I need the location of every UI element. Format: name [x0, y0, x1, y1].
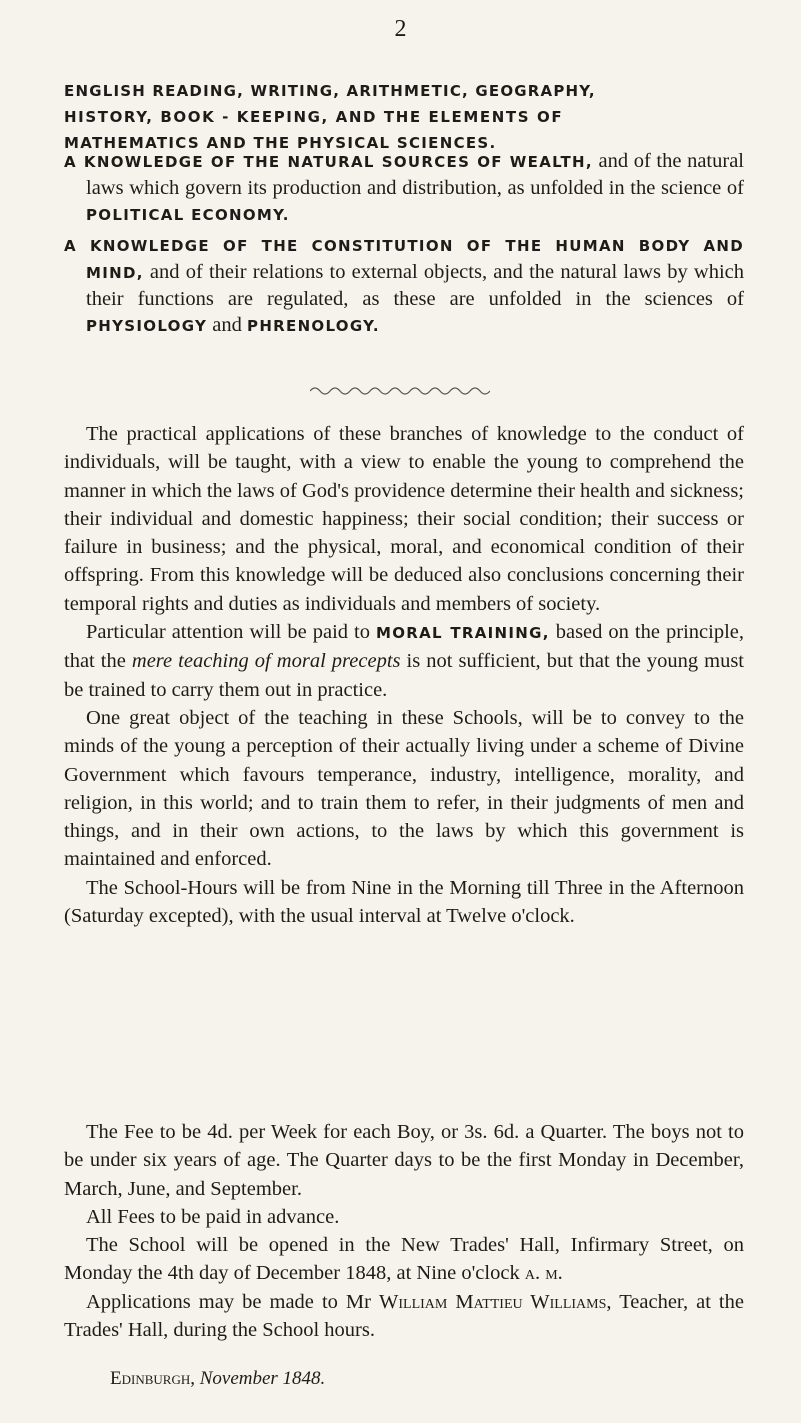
body-mind-heading: A KNOWLEDGE OF THE CONSTITUTION OF THE HUMAN BODY AND MIND, — [64, 237, 744, 282]
subjects-line-3: MATHEMATICS AND THE PHYSICAL SCIENCES. — [64, 134, 497, 152]
main-body — [64, 420, 744, 930]
wealth-paragraph — [64, 148, 744, 228]
moral-training-paragraph — [64, 618, 744, 704]
moral-training-text-a: Particular attention will be paid to — [86, 621, 377, 644]
advance-paragraph: All Fees to be paid in advance. — [86, 1205, 340, 1228]
moral-training-text-b: based on the principle, that the — [64, 621, 744, 673]
school-hours-paragraph: The School-Hours will be from Nine in the Morning till Three in the Afternoon (Saturday excepted), with the usual interval at Twelve o'clock. — [64, 876, 744, 928]
page-number: 2 — [394, 16, 407, 42]
wavy-divider — [310, 385, 490, 397]
fee-paragraph: The Fee to be 4d. per Week for each Boy, or 3s. 6d. a Quarter. The boys not to be under six years of age. The Quarter days to be the first Monday in December, March, June, and September. — [64, 1121, 744, 1200]
fees-section — [64, 1118, 744, 1344]
footer-dateline — [110, 1368, 325, 1390]
subjects-line-1: ENGLISH READING, WRITING, ARITHMETIC, GEOGRAPHY, — [64, 82, 596, 100]
physiology-term: PHYSIOLOGY — [86, 317, 208, 335]
body-mind-and: and — [207, 314, 248, 336]
body-mind-text: and of their relations to external objects, and the natural laws by which their functions are regulated, as these are unfolded in the sciences of — [86, 261, 744, 310]
opening-paragraph — [64, 1231, 744, 1288]
applications-paragraph: The practical applications of these branches of knowledge to the conduct of individuals, will be taught, with a view to enable the young to comprehend the manner in which the laws of God's providence determine their health and sickness; their individual and domestic happiness; their social condition; their success or failure in business; and the physical, moral, and economical condition of their offspring. From this knowledge will be deduced also conclusions concerning their temporal rights and duties as individuals and members of society. — [64, 423, 744, 615]
divine-government-paragraph: One great object of the teaching in these Schools, will be to convey to the minds of the young a perception of their actually living under a scheme of Divine Government which favours temperance, industry, intelligence, morality, and religion, in this world; and to train them to refer, in their judgments of men and things, and in their own actions, to the laws by which this government is maintained and enforced. — [64, 706, 744, 871]
wealth-text: and of the natural laws which govern its production and distribution, as unfolded in the science of — [86, 150, 744, 199]
opening-time-am: a. m. — [524, 1262, 563, 1285]
moral-precepts-emphasis: mere teaching of moral precepts — [131, 650, 401, 673]
moral-training-term: MORAL TRAINING, — [376, 624, 550, 643]
opening-text: The School will be opened in the New Trades' Hall, Infirmary Street, on Monday the 4th day of December 1848, at Nine o'clock — [64, 1234, 744, 1285]
body-mind-paragraph — [64, 232, 744, 339]
political-economy-term: POLITICAL ECONOMY. — [86, 206, 290, 224]
footer-date: November 1848. — [194, 1368, 326, 1389]
contact-text-b: Teacher, at the Trades' Hall, during the School hours. — [64, 1290, 744, 1342]
teacher-name: William Mattieu Williams, — [379, 1290, 612, 1313]
contact-text-a: Applications may be made to Mr — [86, 1290, 380, 1313]
subjects-list — [64, 78, 744, 156]
wealth-heading: A KNOWLEDGE OF THE NATURAL SOURCES OF WEALTH, — [64, 153, 593, 171]
phrenology-term: PHRENOLOGY. — [247, 317, 380, 335]
footer-place: Edinburgh, — [110, 1368, 195, 1389]
applications-contact-paragraph — [64, 1288, 744, 1345]
moral-training-text-c: is not sufficient, but that the young must be trained to carry them out in practice. — [64, 650, 745, 701]
subjects-line-2: HISTORY, BOOK - KEEPING, AND THE ELEMENTS OF — [64, 108, 564, 126]
